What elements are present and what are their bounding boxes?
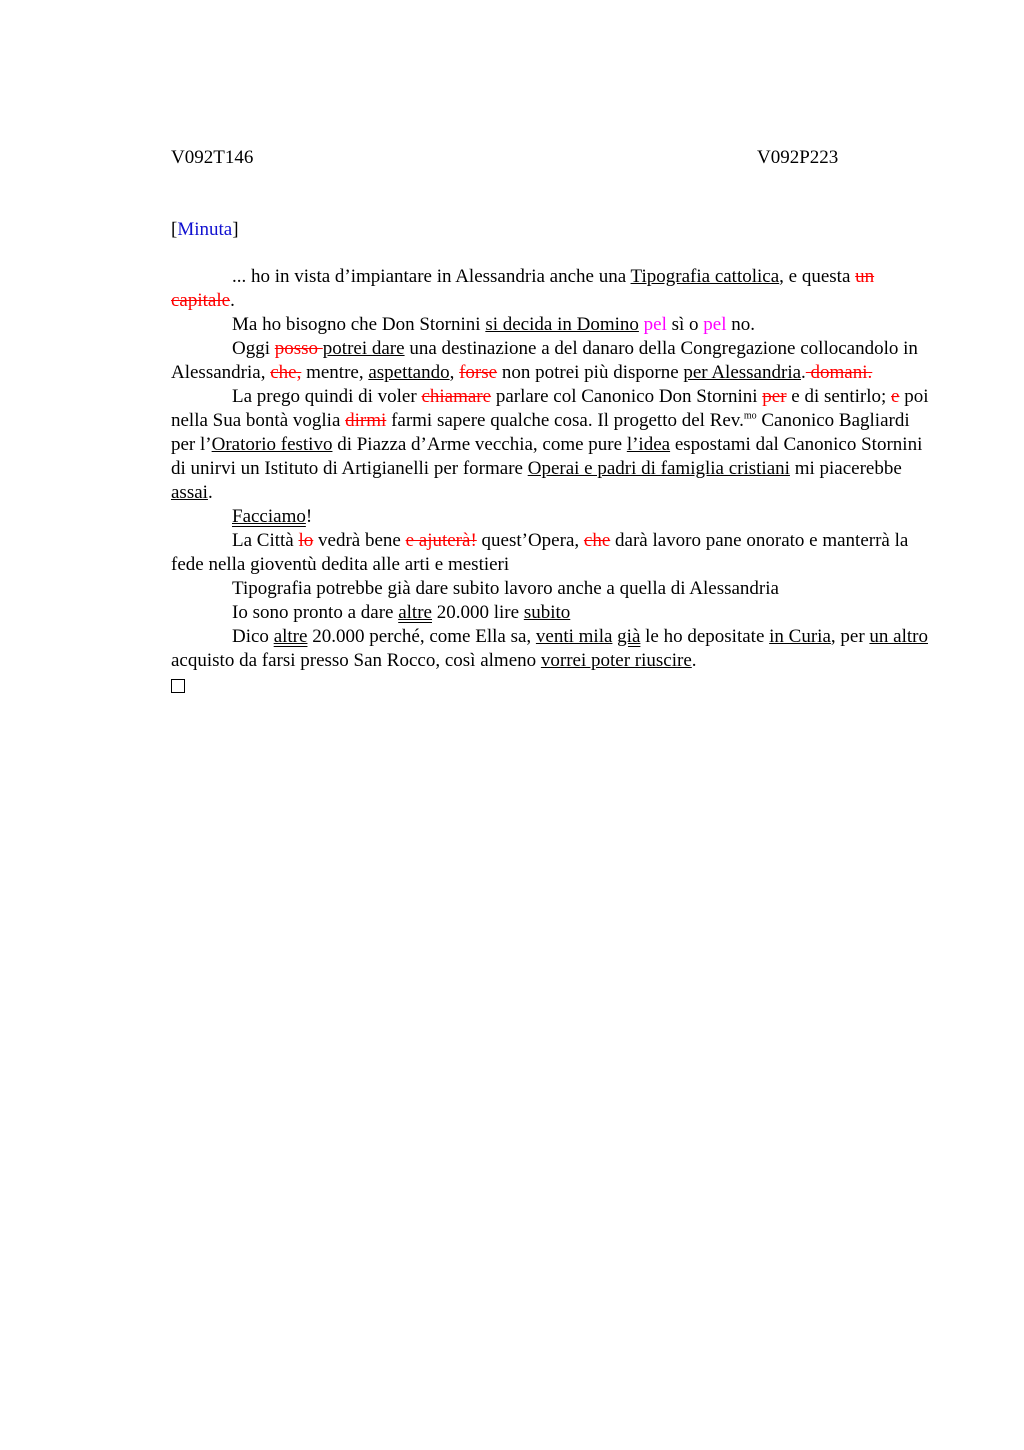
text: 20.000 lire — [431, 602, 524, 623]
deleted-text: che — [583, 530, 611, 551]
text: 20.000 perché, come Ella sa, — [307, 626, 536, 647]
text: , per — [830, 626, 870, 647]
label-minuta: Minuta — [177, 219, 233, 240]
document-label — [171, 219, 239, 241]
paragraph-8 — [171, 601, 931, 625]
underlined-text: assai — [171, 482, 208, 503]
underlined-text: Operai e padri di famiglia cristiani — [527, 458, 790, 479]
paragraph-6 — [171, 529, 931, 577]
highlighted-text: pel — [643, 314, 667, 335]
text: Io sono pronto a dare — [232, 602, 399, 623]
deleted-text: lo — [298, 530, 314, 551]
highlighted-text: pel — [703, 314, 727, 335]
paragraph-7 — [171, 577, 931, 601]
underlined-text: aspettando — [368, 362, 450, 383]
deleted-text: per — [762, 386, 787, 407]
text: poi nella Sua bontà voglia — [171, 386, 929, 431]
deleted-text: e ajuterà! — [405, 530, 477, 551]
text: Canonico Bagliardi per l’ — [171, 410, 910, 455]
underlined-text: l’idea — [626, 434, 671, 455]
superscript-text: mo — [743, 410, 757, 422]
deleted-text: dirmi — [345, 410, 387, 431]
double-underlined-text: già — [617, 626, 641, 647]
text: di Piazza d’Arme vecchia, come pure — [332, 434, 627, 455]
end-box-icon — [171, 679, 185, 693]
text: una destinazione a del danaro della Congregazione collocandolo in Alessandria, — [171, 338, 918, 383]
deleted-text: chiamare — [421, 386, 492, 407]
text: espostami dal Canonico Stornini di unirvi un Istituto di Artigianelli per formare — [171, 434, 923, 479]
deleted-text: che, — [270, 362, 302, 383]
text: Oggi — [232, 338, 275, 359]
underlined-text: in Curia — [769, 626, 831, 647]
underlined-text: un altro — [869, 626, 928, 647]
double-underlined-text: Facciamo — [232, 506, 306, 527]
text: vedrà bene — [313, 530, 406, 551]
text: . — [691, 650, 697, 671]
letter-body — [171, 265, 931, 700]
underlined-text: si decida in Domino — [485, 314, 639, 335]
end-marker — [171, 673, 931, 700]
underlined-text: potrei dare — [322, 338, 405, 359]
text: non potrei più disporne — [497, 362, 684, 383]
text: parlare col Canonico Don Stornini — [491, 386, 763, 407]
paragraph-4 — [171, 385, 931, 505]
text: no. — [726, 314, 756, 335]
paragraph-1 — [171, 265, 931, 313]
double-underlined-text: altre — [398, 602, 432, 623]
underlined-text: subito — [523, 602, 571, 623]
text: acquisto da farsi presso San Rocco, così almeno — [171, 650, 541, 671]
text: ! — [305, 506, 313, 527]
deleted-text: domani. — [805, 362, 873, 383]
underlined-text: Oratorio festivo — [211, 434, 333, 455]
text: Ma ho bisogno che Don Stornini — [232, 314, 486, 335]
paragraph-3 — [171, 337, 931, 385]
text: . — [801, 362, 806, 383]
text: . — [230, 290, 235, 311]
paragraph-2 — [171, 313, 931, 337]
text: farmi sapere qualche cosa. Il progetto del Rev. — [386, 410, 744, 431]
underlined-text: venti mila — [535, 626, 613, 647]
label-open-bracket: [ — [171, 219, 178, 240]
deleted-text: e — [891, 386, 900, 407]
paragraph-5 — [171, 505, 931, 529]
text: mentre, — [301, 362, 369, 383]
underlined-text: vorrei poter riuscire — [540, 650, 692, 671]
label-close-bracket: ] — [232, 219, 239, 240]
underlined-text: per Alessandria — [683, 362, 802, 383]
underlined-text: Tipografia cattolica — [630, 266, 780, 287]
deleted-text: forse — [459, 362, 498, 383]
text: mi piacerebbe — [789, 458, 902, 479]
document-code-right: V092P223 — [757, 147, 839, 168]
text: sì o — [666, 314, 704, 335]
text: Dico — [232, 626, 274, 647]
text: darà lavoro pane onorato e manterrà la fede nella gioventù dedita alle arti e mestieri — [171, 530, 909, 575]
text: La Città — [232, 530, 299, 551]
document-code-left: V092T146 — [171, 147, 254, 168]
text: Tipografia potrebbe già dare subito lavoro anche a quella di Alessandria — [232, 578, 779, 599]
double-underlined-text: altre — [273, 626, 308, 647]
text: . — [207, 482, 213, 503]
text: , e questa — [779, 266, 856, 287]
text: quest’Opera, — [476, 530, 584, 551]
text: La prego quindi di voler — [232, 386, 422, 407]
deleted-text: un capitale — [171, 266, 875, 311]
text: e di sentirlo; — [786, 386, 892, 407]
text: le ho depositate — [640, 626, 770, 647]
deleted-text: posso — [274, 338, 323, 359]
paragraph-9 — [171, 625, 931, 673]
text: , — [449, 362, 460, 383]
text: ... ho in vista d’impiantare in Alessandria anche una — [232, 266, 631, 287]
